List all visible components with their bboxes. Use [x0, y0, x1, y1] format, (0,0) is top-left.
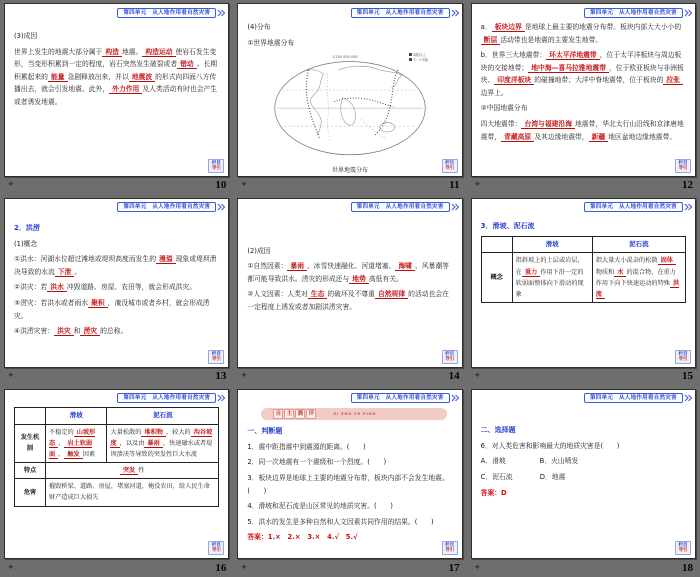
table-cell — [46, 424, 107, 462]
slide-thumbnail[interactable] — [471, 198, 696, 368]
map-caption: 世界地震分布 — [331, 166, 368, 174]
chevron-double-right-icon — [217, 9, 226, 17]
fill-in-blank-term: 生态 — [308, 290, 328, 299]
slide-number: 10 — [215, 179, 227, 192]
fill-in-blank-term: 重力 — [522, 269, 540, 277]
text-run: 6．对人类危害和影响最大的地质灾害是( ) — [480, 441, 620, 450]
nav-badge-line2: 导引 — [678, 165, 688, 171]
nav-badge-line1: 栏目 — [678, 351, 688, 357]
slide-number: 17 — [448, 561, 460, 574]
text-run: ，淹没城市或者乡村，就会形成涝灾。 — [14, 298, 210, 320]
slide-paragraph — [481, 424, 686, 437]
text-run: 的活动也会在一定程度上诱发或者加剧洪涝灾害。 — [247, 290, 449, 312]
nav-badge-line2: 导引 — [445, 548, 455, 553]
text-run: 的总称。 — [100, 327, 128, 336]
slide-cell — [0, 195, 233, 386]
text-run: 四大地震带： — [480, 119, 522, 128]
nav-badge-line1: 栏目 — [445, 351, 455, 357]
fill-in-blank-term: 印度洋板块 — [494, 76, 534, 85]
fill-in-blank-term: 地震波 — [129, 73, 155, 82]
text-run: A．滑坡 B．火山喷发 — [480, 457, 579, 466]
text-run: ，以及由 — [119, 439, 145, 447]
concept-table — [481, 236, 686, 303]
unit-title: 第四单元 从人地作用看自然灾害 — [351, 393, 450, 403]
slide-paragraph — [481, 440, 686, 453]
nav-badge-line1: 栏目 — [211, 160, 221, 166]
nav-badge[interactable] — [442, 541, 458, 555]
text-run: 地震。 — [121, 47, 143, 56]
transition-star-icon[interactable]: ✦ — [7, 180, 15, 191]
slide-meta-row — [4, 177, 229, 194]
table-cell — [46, 463, 219, 479]
slide-meta-row — [237, 177, 462, 194]
slide-meta-row — [471, 368, 696, 385]
map-legend-item: 7～7.9级 — [409, 58, 428, 63]
text-run: 5．洪水的发生是多种自然和人文因素共同作用的结果。( ) — [247, 517, 434, 526]
unit-title: 第四单元 从人地作用看自然灾害 — [584, 202, 683, 212]
fill-in-blank-term: 青藏高原 — [501, 133, 534, 142]
slide-thumbnail[interactable] — [471, 389, 696, 559]
text-run: 指斜坡上的土层或岩层，在 — [515, 257, 584, 276]
text-run: 、 — [58, 439, 65, 447]
nav-badge-line1: 栏目 — [445, 543, 455, 548]
nav-badge[interactable] — [208, 159, 224, 173]
slide-header — [238, 390, 461, 404]
slide-thumbnail[interactable] — [4, 198, 229, 368]
map-scale: 1:200 000 000 — [331, 55, 358, 60]
slide-header — [472, 4, 695, 18]
slide-thumbnail[interactable] — [471, 3, 696, 177]
table-header-cell — [15, 407, 46, 424]
slide-meta-row — [471, 559, 696, 576]
text-run: ②洪灾：若 — [14, 283, 48, 292]
text-run: 冲毁道路、房屋、农田等，就会形成洪灾。 — [66, 283, 197, 292]
slide-paragraph — [247, 500, 452, 513]
slide-paragraph — [481, 49, 686, 99]
banner-pinyin: ZI ZHU CE PING — [333, 411, 377, 417]
text-run: 2．同一次地震有一个震级和一个烈度。( ) — [247, 458, 387, 467]
slide-body — [5, 18, 228, 108]
table-header-cell — [481, 236, 512, 253]
table-cell — [512, 253, 592, 303]
text-run: (4)分布 — [247, 23, 271, 31]
fill-in-blank-term: 台湾与福建沿海 — [521, 120, 575, 129]
text-run: 摧毁桥梁、道路、房屋，堵塞河道，掩没农田，给人民生命财产造成巨大损失 — [49, 483, 210, 502]
fill-in-blank-term: 能量 — [48, 73, 68, 82]
banner-char: 主 — [284, 409, 294, 419]
slide-body — [5, 404, 228, 507]
fill-in-blank-term: 构造 — [102, 48, 122, 57]
table-row-label: 概念 — [481, 253, 512, 303]
fill-in-blank-term: 洪流 — [595, 279, 680, 298]
nav-badge-line1: 栏目 — [445, 160, 455, 166]
text-run: 的破坏及不尊重 — [327, 290, 375, 299]
fill-in-blank-term: 下泄 — [55, 268, 75, 277]
table-header-cell: 滑坡 — [46, 407, 107, 424]
slide-cell — [0, 0, 233, 195]
slide-paragraph — [14, 222, 219, 235]
slide-paragraph — [481, 487, 686, 500]
transition-star-icon[interactable]: ✦ — [473, 180, 482, 191]
transition-star-icon[interactable]: ✦ — [7, 562, 15, 573]
nav-badge-line2: 导引 — [445, 165, 455, 171]
text-run: 的形式向四面八方传播出去，就会引发地震。此外， — [14, 72, 217, 94]
slide-cell — [0, 386, 233, 577]
transition-star-icon[interactable]: ✦ — [473, 562, 482, 573]
text-run: 大量松散的 — [110, 428, 142, 436]
unit-title: 第四单元 从人地作用看自然灾害 — [584, 8, 683, 18]
text-run: 世界上发生的地震大部分属于 — [14, 47, 103, 56]
slide-header — [5, 199, 228, 213]
nav-badge-line2: 导引 — [211, 548, 221, 553]
fill-in-blank-term: 暴雨 — [287, 262, 307, 271]
text-run: 二、选择题 — [480, 425, 516, 434]
slide-paragraph — [247, 456, 452, 469]
slide-meta-row — [4, 368, 229, 385]
table-cell — [107, 424, 219, 462]
text-run: 1．震中距指震中到震源的距离。( ) — [247, 442, 366, 451]
text-run: 高低有关。 — [368, 274, 403, 283]
text-run: ④洪涝灾害： — [14, 327, 55, 336]
text-run: ，位于太平洋板块与周边板块的交接地带； — [480, 51, 682, 72]
slide-body — [238, 213, 461, 314]
chevron-double-right-icon — [684, 9, 693, 17]
text-run: 2．洪涝 — [14, 223, 40, 232]
text-run: ③涝灾：若洪水或者雨水 — [14, 298, 89, 307]
transition-star-icon[interactable]: ✦ — [240, 371, 248, 382]
slide-paragraph — [481, 102, 686, 115]
slide-body — [472, 213, 695, 303]
table-cell — [592, 253, 685, 303]
slide-paragraph — [247, 516, 452, 529]
slide-header — [5, 4, 228, 18]
concept-table — [14, 407, 219, 507]
chevron-double-right-icon — [217, 394, 226, 402]
text-run: ，位于欧亚板块与非洲板块、 — [480, 63, 684, 85]
slide-cell — [233, 195, 466, 386]
text-run: b．世界三大地震带： — [480, 51, 547, 60]
text-run: 指大量大小混杂的松散 — [595, 257, 658, 265]
legend-marker-icon — [409, 58, 412, 61]
slide-paragraph — [247, 288, 452, 313]
slide-paragraph — [481, 455, 686, 468]
nav-badge[interactable] — [675, 350, 691, 364]
transition-star-icon[interactable]: ✦ — [473, 371, 482, 382]
banner-char: 自 — [273, 409, 283, 419]
slide-paragraph — [481, 471, 686, 484]
slide-thumbnail[interactable] — [237, 3, 462, 177]
text-run: (3)成因 — [14, 32, 38, 40]
text-run: C．泥石流 D．地震 — [480, 472, 566, 481]
text-run: 4．滑坡和泥石流是山区常见的地质灾害。( ) — [247, 502, 393, 511]
slide-number: 18 — [681, 561, 693, 574]
text-run: 的碰撞地带；大洋中脊地震带，位于板块的 — [534, 76, 664, 85]
fill-in-blank-term: 聚积 — [88, 299, 108, 308]
slide-paragraph — [14, 238, 219, 251]
map-legend-item: 8级以上 — [409, 53, 428, 58]
unit-title: 第四单元 从人地作用看自然灾害 — [351, 8, 450, 18]
text-run: 答案：D — [480, 488, 507, 497]
world-map-figure — [270, 53, 430, 176]
chevron-double-right-icon — [451, 9, 460, 17]
slide-number: 14 — [448, 370, 460, 383]
nav-badge[interactable] — [208, 541, 224, 555]
nav-badge[interactable] — [675, 541, 691, 555]
text-run: 边界上。 — [480, 88, 508, 97]
text-run: 、冰雪快速融化、河道堵塞、 — [307, 262, 396, 271]
text-run: ①洪水：河湖水位超过滩地或堤坝高度而发生的 — [14, 255, 157, 264]
table-row-label: 特点 — [15, 463, 46, 479]
slide-thumbnail[interactable] — [4, 389, 229, 559]
nav-badge[interactable] — [442, 159, 458, 173]
slide-paragraph — [247, 425, 452, 438]
fill-in-blank-term: 地势 — [349, 275, 369, 284]
text-run: 现象或堤坝溃决导致的水流 — [14, 255, 217, 276]
fill-in-blank-term: 洪水 — [47, 283, 67, 292]
fill-in-blank-term: 拉张 — [663, 76, 683, 85]
nav-badge-line1: 栏目 — [211, 351, 221, 357]
fill-in-blank-term: 突发 — [120, 467, 138, 475]
fill-in-blank-term: 外力作用 — [109, 85, 142, 94]
fill-in-blank-term: 涝灾 — [80, 327, 100, 336]
slide-body — [472, 18, 695, 143]
table-header-cell: 泥石流 — [592, 236, 685, 253]
text-run: 。 — [74, 267, 82, 276]
table-row-label: 危害 — [15, 479, 46, 506]
text-run: 一、判断题 — [247, 426, 283, 435]
nav-badge[interactable] — [675, 159, 691, 173]
fill-in-blank-term: 海啸 — [395, 262, 415, 271]
chevron-double-right-icon — [451, 203, 460, 211]
slide-number: 16 — [215, 561, 227, 574]
transition-star-icon[interactable]: ✦ — [240, 180, 248, 191]
fill-in-blank-term: 错动 — [177, 60, 197, 69]
text-run: ②人文因素：人类对 — [247, 290, 308, 299]
fill-in-blank-term: 暴雨 — [144, 440, 162, 448]
slide-number: 11 — [449, 179, 460, 192]
slide-paragraph — [14, 46, 219, 109]
nav-badge[interactable] — [442, 350, 458, 364]
text-run: (2)成因 — [247, 246, 271, 255]
nav-badge[interactable] — [208, 350, 224, 364]
slide-meta-row — [471, 177, 696, 194]
fill-in-blank-term: 洪灾 — [54, 327, 74, 336]
nav-badge-line1: 栏目 — [211, 543, 221, 548]
slide-paragraph — [481, 220, 686, 233]
fill-in-blank-term: 水 — [614, 269, 626, 277]
fill-in-blank-term: 固体 — [658, 257, 676, 265]
slide-number: 15 — [681, 370, 693, 383]
text-run: 物质和 — [595, 268, 615, 276]
text-run: 。长期积累起来的 — [14, 60, 218, 81]
map-legend — [409, 53, 428, 62]
table-row-label: 发生机制 — [15, 424, 46, 462]
nav-badge-line2: 导引 — [445, 356, 455, 362]
slide-meta-row — [4, 559, 229, 576]
slide-thumbnail[interactable] — [237, 198, 462, 368]
fill-in-blank-term: 地中海—喜马拉雅地震带 — [528, 64, 609, 73]
text-run: 及其边缘地震带， — [534, 132, 589, 141]
fill-in-blank-term: 山坡形态 — [49, 428, 96, 447]
transition-star-icon[interactable]: ✦ — [240, 562, 248, 573]
slide-thumbnail[interactable] — [4, 3, 229, 177]
fill-in-blank-term: 环太平洋地震带 — [546, 51, 600, 60]
slide-paragraph — [247, 472, 452, 497]
slide-paragraph — [14, 325, 219, 338]
nav-badge-line1: 栏目 — [678, 543, 688, 548]
slide-paragraph — [247, 37, 452, 50]
text-run: 及人类活动有时也会产生或者诱发地震。 — [14, 85, 218, 106]
text-run: 是地球上最主要的地震分布带。板块内部大大小小的 — [524, 23, 682, 31]
banner-char: 测 — [295, 409, 305, 419]
unit-title: 第四单元 从人地作用看自然灾害 — [117, 8, 216, 18]
chevron-double-right-icon — [217, 203, 226, 211]
fill-in-blank-term: 堆积物 — [141, 429, 166, 437]
fill-in-blank-term: 沟谷坡度 — [110, 428, 213, 447]
text-run: 3．板块边界是地球上主要的地震分布带，板块内部不会发生地震。( ) — [247, 473, 449, 495]
text-run: 使岩石发生变形，当变形积累到一定的程度，岩石突然发生破裂或者 — [14, 47, 217, 69]
world-map-drawing — [270, 53, 430, 159]
text-run: 急剧释放出来，并以 — [67, 72, 129, 81]
text-run: 性 — [138, 467, 145, 475]
fill-in-blank-term: 触发 — [64, 451, 82, 459]
text-run: 和 — [73, 327, 81, 336]
slide-meta-row — [237, 559, 462, 576]
text-run: 地震带，华北太行山沿线和京津唐地震带， — [480, 119, 684, 141]
slide-body — [238, 404, 461, 544]
slide-paragraph — [14, 297, 219, 322]
transition-star-icon[interactable]: ✦ — [7, 371, 15, 382]
text-run: ，较大的 — [165, 428, 191, 436]
fill-in-blank-term: 断层 — [481, 36, 501, 45]
fill-in-blank-term: 新疆 — [589, 133, 609, 142]
slide-paragraph — [14, 30, 219, 43]
banner-char: 评 — [306, 409, 316, 419]
text-run: 、风暴潮等都可能导致洪水。涝灾的形成还与 — [247, 262, 449, 283]
text-run: 不稳定的 — [49, 428, 74, 436]
text-run: 、快速融水或者堤坝溃决等导致的突发性巨大水流 — [110, 439, 213, 458]
self-test-banner — [261, 408, 446, 420]
text-run: (1)概念 — [14, 239, 38, 248]
slide-header — [238, 4, 461, 18]
fill-in-blank-term: 构造运动 — [142, 48, 175, 57]
unit-title: 第四单元 从人地作用看自然灾害 — [351, 202, 450, 212]
fill-in-blank-term: 板块边界 — [492, 23, 525, 32]
slide-paragraph — [247, 260, 452, 285]
slide-cell — [467, 195, 700, 386]
text-run: 活动带也是地震的主要发生地带。 — [500, 35, 603, 44]
text-run: ①世界地震分布 — [247, 38, 295, 47]
slide-paragraph — [14, 281, 219, 294]
text-run: 3．滑坡、泥石流 — [480, 221, 535, 230]
chevron-double-right-icon — [684, 203, 693, 211]
unit-title: 第四单元 从人地作用看自然灾害 — [584, 393, 683, 403]
text-run: a． — [480, 23, 492, 31]
fill-in-blank-term: 岩土软弱面 — [49, 439, 93, 458]
slide-body — [238, 18, 461, 176]
text-run: 因素 — [82, 450, 96, 458]
slide-header — [238, 199, 461, 213]
nav-badge-line2: 导引 — [211, 165, 221, 171]
slide-body — [472, 404, 695, 499]
slide-number: 13 — [215, 370, 227, 383]
slide-cell — [233, 0, 466, 195]
chevron-double-right-icon — [451, 394, 460, 402]
slide-header — [472, 390, 695, 404]
text-run: 答案：1.× 2.× 3.× 4.√ 5.√ — [247, 533, 358, 542]
text-run: 地区盆地边缘地震带。 — [608, 132, 677, 141]
slide-cell — [467, 386, 700, 577]
nav-badge-line1: 栏目 — [678, 160, 688, 166]
slide-cell — [467, 0, 700, 195]
slide-header — [5, 390, 228, 404]
fill-in-blank-term: 漫溢 — [156, 255, 176, 264]
legend-marker-icon — [409, 53, 412, 56]
nav-badge-line2: 导引 — [678, 548, 688, 553]
chevron-double-right-icon — [684, 394, 693, 402]
unit-title: 第四单元 从人地作用看自然灾害 — [117, 393, 216, 403]
slide-paragraph — [247, 441, 452, 454]
text-run: 作用下沿一定的软弱面整体向下滑动的现象 — [515, 268, 584, 298]
nav-badge-line2: 导引 — [211, 356, 221, 362]
slide-paragraph — [481, 118, 686, 143]
slide-meta-row — [237, 368, 462, 385]
slide-cell — [233, 386, 466, 577]
slide-paragraph — [481, 21, 686, 46]
slide-paragraph — [14, 253, 219, 278]
table-header-cell: 泥石流 — [107, 407, 219, 424]
slide-paragraph — [247, 245, 452, 258]
slide-paragraph — [247, 21, 452, 34]
table-cell — [46, 479, 219, 506]
slide-header — [472, 199, 695, 213]
slide-number: 12 — [681, 179, 693, 192]
slide-body — [5, 213, 228, 338]
slide-thumbnail[interactable] — [237, 389, 462, 559]
unit-title: 第四单元 从人地作用看自然灾害 — [117, 202, 216, 212]
slide-paragraph — [247, 531, 452, 544]
table-header-cell: 滑坡 — [512, 236, 592, 253]
text-run: 的混合物，在重力作用下向下快速运动的特殊 — [595, 268, 676, 287]
text-run: 、 — [58, 450, 65, 458]
text-run: ②中国地震分布 — [480, 104, 528, 113]
fill-in-blank-term: 自然规律 — [375, 290, 408, 299]
text-run: ①自然因素： — [247, 262, 288, 271]
nav-badge-line2: 导引 — [678, 356, 688, 362]
